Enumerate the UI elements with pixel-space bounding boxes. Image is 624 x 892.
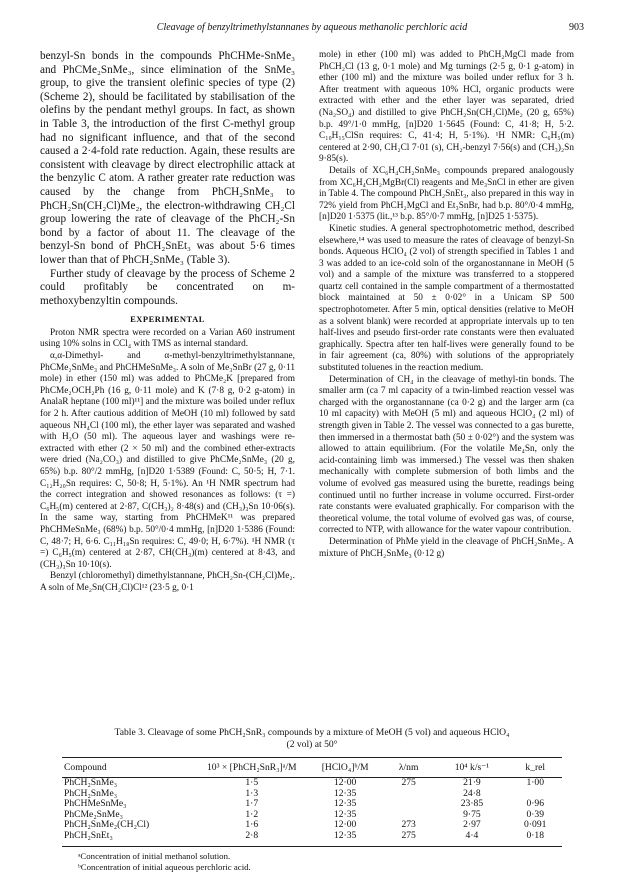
table-footnote: ᵇConcentration of initial aqueous perchloric acid. — [78, 861, 251, 872]
running-head-title: Cleavage of benzyltrimethylstannanes by aqueous methanolic perchloric acid — [156, 22, 468, 33]
header-compound: Compound — [62, 758, 195, 778]
cell-acid: 12·00 — [333, 777, 357, 788]
cell-rate: 2·97 — [463, 819, 481, 831]
table-row — [62, 820, 562, 831]
cell-krel: 0·18 — [508, 831, 562, 846]
cell-krel: 1·00 — [526, 777, 545, 788]
cell-acid: 12·35 — [333, 798, 357, 810]
cell-rate: 4·4 — [435, 831, 508, 846]
cell-compound: PhCH₂SnMe₂(CH₂Cl) — [64, 819, 150, 831]
header-wavelength: λ/nm — [382, 758, 435, 778]
header-acid: [HClO₄]ᵇ/M — [308, 758, 382, 778]
page-number: 903 — [569, 22, 584, 33]
cell-compound: PhCH₂SnEt₃ — [62, 831, 195, 846]
right-column — [319, 50, 574, 560]
body-paragraph: Further study of cleavage by the process of Scheme 2 could profitably be concentrated on m-methoxybenzyltin compounds. — [40, 267, 295, 307]
cell-concentration: 1·3 — [245, 787, 259, 799]
table-row — [62, 799, 562, 810]
cell-wavelength: 273 — [401, 819, 416, 831]
body-paragraph: Kinetic studies. A general spectrophotometric method, described elsewhere,¹⁴ was used to measure the rates of cleavage of benzyl-Sn bonds. Aqueous HClO₄ (2 vol) of strength specified in Tables 1 and 3 was added to an ice-cold soln of the organostannane in MeOH (5 vol) and a sample of the mixture was transferred to a stoppered quartz cell contained in the sample compartment of a thermostatted block maintained at 50 ± 0·02° in a Unicam SP 500 spectrophotometer. After 5 min, optical densities (relative to MeOH as a solvent blank) were recorded at appropriate intervals up to ten half-lives and pseudo first-order rate constants were then evaluated graphically. Spectra after ten half-lives were generally found to be in fair agreement (ca, 80%) with solutions of the appropriately substituted toluenes in the reaction medium. — [319, 223, 574, 374]
cell-acid: 12·35 — [308, 831, 382, 846]
cell-rate: 23·85 — [460, 798, 484, 810]
section-heading-experimental: EXPERIMENTAL — [130, 314, 205, 325]
cell-acid: 12·35 — [333, 787, 357, 799]
cell-concentration: 1·2 — [245, 808, 259, 820]
table-row — [62, 789, 562, 800]
body-paragraph: benzyl-Sn bonds in the compounds PhCHMe-SnMe₃ and PhCMe₂SnMe₃, since elimination of the SnMe₃ group, to give the transient olefinic species of type (2) (Scheme 2), should be facilitated by stabilisation of the olefins by the pendant methyl groups. In fact, as shown in Table 3, the introduction of the first C-methyl group had no significant influence, and that of the second caused a 2·4-fold rate reduction. Again, these results are consistent with cleavage by direct electrophilic attack at the benzylic C atom. A rather greater rate reduction was caused by the change from PhCH₂SnMe₃ to PhCH₂Sn(CH₂Cl)Me₂, the electron-withdrawing CH₂Cl group lowering the rate of cleavage of the PhCH₂-Sn bond by a factor of about 11. The cleavage of the benzyl-Sn bond of PhCH₂SnEt₃ was about 5·6 times lower than that of PhCH₂SnMe₃ (Table 3). — [40, 50, 295, 266]
cell-acid: 12·35 — [333, 808, 357, 820]
header-krel: k_rel — [508, 758, 562, 778]
cell-concentration: 1·5 — [245, 777, 259, 788]
header-rate: 10⁴ k/s⁻¹ — [435, 758, 508, 778]
table-caption-line: Table 3. Cleavage of some PhCH₂SnR₃ compounds by a mixture of MeOH (5 vol) and aqueous HClO₄ — [114, 727, 510, 738]
cell-concentration: 2·8 — [195, 831, 308, 846]
table-footnotes — [62, 851, 562, 873]
table-footnote: ᵃConcentration of initial methanol solution. — [78, 850, 231, 861]
cell-compound: PhCH₂SnMe₃ — [64, 787, 118, 799]
cell-krel: 0·091 — [524, 819, 547, 831]
cell-wavelength: 275 — [382, 831, 435, 846]
cell-compound: PhCHMeSnMe₃ — [64, 798, 127, 810]
cell-compound: PhCH₂SnMe₃ — [64, 777, 118, 788]
cell-rate: 24·8 — [463, 787, 481, 799]
table-header-row — [62, 758, 562, 778]
cell-concentration: 1·6 — [245, 819, 259, 831]
cell-wavelength: 275 — [401, 777, 416, 788]
cell-rate: 9·75 — [463, 808, 481, 820]
running-head — [40, 22, 584, 36]
cell-wavelength — [382, 789, 435, 800]
left-column — [40, 50, 295, 595]
body-paragraph: Benzyl (chloromethyl) dimethylstannane, PhCH₂Sn-(CH₂Cl)Me₂. A soln of Me₂Sn(CH₂Cl)Cl¹² (23·5 g, 0·1 — [40, 571, 295, 593]
body-paragraph: Determination of CH₄ in the cleavage of methyl-tin bonds. The smaller arm (ca 7 ml capacity of a twin-limbed reaction vessel was charged with the organostannane (ca 0·2 g) and the larger arm (ca 10 ml capacity) with MeOH (5 ml) and aqueous HClO₄ (2 ml) of strength given in Table 2. The vessel was connected to a gas burette, then immersed in a thermostat bath (50 ± 0·02°) and the system was allowed to attain equilibrium. (For the volatile Me₄Sn, only the acid-containing limb was immersed.) The vessel was then shaken mechanically with complete submersion of both limbs and the volume of evolved gas measured using the burette, readings being continued until no further increase in volume occurred. First-order rate constants were evaluated graphically. For comparison with the theoretical volume, the total volume of evolved gas was, of course, corrected to NTP, with allowance for the water vapour contribution. — [319, 374, 574, 536]
header-concentration: 10³ × [PhCH₂SnR₃]ᵃ/M — [195, 758, 308, 778]
body-paragraph: α,α-Dimethyl- and α-methyl-benzyltrimethylstannane, PhCMe₂SnMe₃ and PhCHMeSnMe₃. A soln of Me₃SnBr (27 g, 0·11 mole) in ether (150 ml) was added to PhCMe₂K [prepared from PhCMe₂OCH₂Ph (16 g, 0·11 mole) and K (7·8 g, 0·2 g-atom) in AnalaR heptane (100 ml)¹¹] and the mixture was boiled under reflux for 2 h. After cautious addition of MeOH (10 ml) followed by satd aqueous NH₄Cl (100 ml), the ether layer was separated and washed with H₂O (50 ml). The aqueous layer and washings were re-extracted with ether (2 × 50 ml) and the combined ether-extracts were dried (Na₂CO₃) and distilled to give PhCMe₂SnMe₃ (20 g, 65%) b.p. 80°/2 mmHg, [n]D20 1·5389 (Found: C, 50·5; H, 7·1. C₁₂H₂₀Sn requires: C, 50·8; H, 5·1%). An ¹H NMR spectrum had the correct integration and showed resonances as follows: (τ =) C₆H₅(m) centered at 2·87, C(CH₃)₂ 8·48(s) and (CH₃)₃Sn 10·06(s). In the same way, starting from PhCHMeK¹¹ was prepared PhCHMeSnMe₃ (68%) b.p. 50°/0·4 mmHg, [n]D20 1·5386 (Found: C, 48·7; H, 6·6. C₁₁H₁₈Sn requires: C, 49·0; H, 6·7%). ¹H NMR (τ =) C₆H₅(m) centered at 2·87, CH(CH₃)(m) centered at 8·43, and (CH₃)₃Sn 10·10(s). — [40, 351, 295, 570]
cell-krel: 0·39 — [526, 808, 545, 820]
body-paragraph: Details of XC₆H₄CH₂SnMe₃ compounds prepared analogously from XC₆H₄CH₂MgBr(Cl) reagents and Me₃SnCl in ether are given in Table 4. The compound PhCH₂SnEt₃, also prepared in this way in 72% yield from PhCH₂MgCl and Et₃SnBr, had b.p. 80°/0·4 mmHg, [n]D20 1·5375 (lit.,¹³ b.p. 85°/0·7 mmHg, [n]D25 1·5375). — [319, 165, 574, 223]
cell-acid: 12·00 — [333, 819, 357, 831]
table-caption — [62, 727, 562, 751]
cell-wavelength — [382, 799, 435, 810]
table-row — [62, 831, 562, 846]
cell-krel: 0·96 — [526, 798, 545, 810]
data-table — [62, 757, 562, 847]
body-paragraph: Proton NMR spectra were recorded on a Varian A60 instrument using 10% solns in CCl₄ with TMS as internal standard. — [40, 327, 295, 350]
table-row — [62, 778, 562, 789]
body-paragraph: Determination of PhMe yield in the cleavage of PhCH₂SnMe₃. A mixture of PhCH₂SnMe₃ (0·12 g) — [319, 536, 574, 559]
cell-concentration: 1·7 — [245, 798, 259, 810]
body-paragraph: mole) in ether (100 ml) was added to PhCH₂MgCl made from PhCH₂Cl (13 g, 0·1 mole) and Mg turnings (2·5 g, 0·1 g-atom) in ether (100 ml) and the mixture was boiled under reflux for 3 h. After treatment with aqueous 10% HCl, organic products were extracted with ether and the ether layer was separated, dried (Na₂SO₄) and distilled to give PhCH₂Sn(CH₂Cl)Me₂ (20 g, 65%) b.p. 49°/1·0 mmHg, [n]D20 1·5645 (Found: C, 41·8; H, 5·2. C₁₀H₁₅ClSn requires: C, 41·4; H, 5·1%). ¹H NMR: C₆H₅(m) centered at 2·90, CH₂Cl 7·01 (s), CH₂-benzyl 7·56(s) and (CH₃)₂Sn 9·85(s). — [319, 50, 574, 165]
table-3 — [62, 727, 562, 873]
cell-rate: 21·9 — [463, 777, 481, 788]
table-caption-line: (2 vol) at 50° — [286, 739, 338, 750]
cell-compound: PhCMe₂SnMe₃ — [64, 808, 123, 820]
